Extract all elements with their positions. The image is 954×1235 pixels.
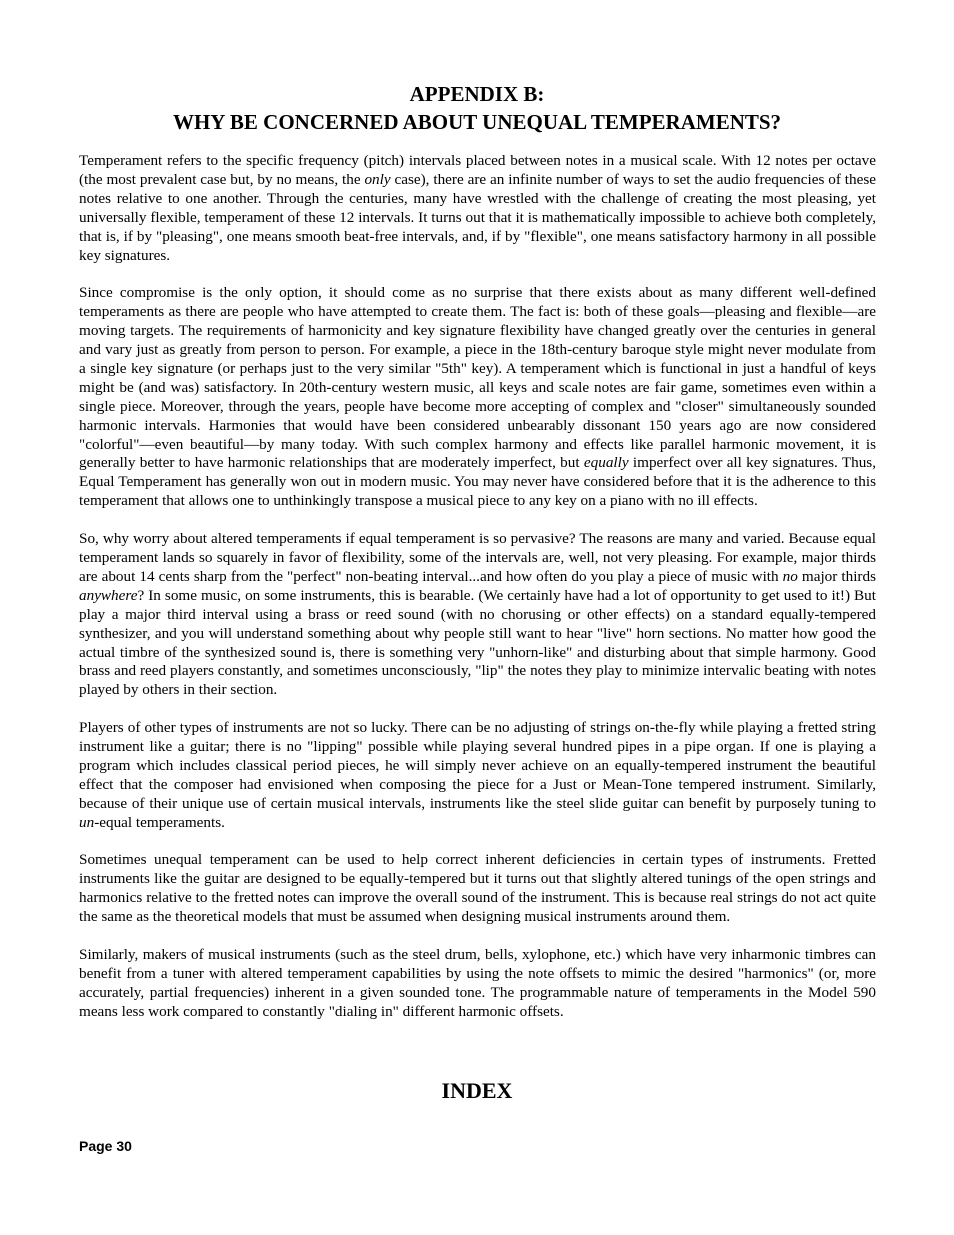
paragraph xyxy=(79,946,876,1022)
body-text xyxy=(79,152,876,1041)
paragraph xyxy=(79,152,876,265)
text-segment: ? In some music, on some instruments, this is bearable. (We certainly have had a lot of opportunity to get used to it!) But play a major third interval using a brass or reed sound (with no chorusing or other effects) on a standard equally-tempered synthesizer, and you will understand something about why people still want to hear "live" horn sections. No matter how good the actual timbre of the synthesized sound is, there is something very "unhorn-like" and disturbing about that simple harmony. Good brass and reed players constantly, and sometimes unconsciously, "lip" the notes they play to minimize intervalic beating with notes played by others in their section. xyxy=(79,586,876,699)
text-segment: Since compromise is the only option, it should come as no surprise that there exists about as many different well-defined temperaments as there are people who have attempted to create them. The fact is: both of these goals—pleasing and flexible—are moving targets. The requirements of harmonicity and key signature flexibility have changed greatly over the centuries in general and vary just as greatly from person to person. For example, a piece in the 18th-century baroque style might never modulate from a single key signature (or perhaps just to the very similar "5th" key). A temperament which is functional in just a handful of keys might be (and was) satisfactory. In 20th-century western music, all keys and scale notes are fair game, sometimes even within a single piece. Moreover, through the years, people have become more accepting of complex and "closer" simultaneously sounded harmonic intervals. Harmonies that would have been considered unbearably dissonant 150 years ago are now considered "colorful"—even beautiful—by many today. With such complex harmony and effects like parallel harmonic movement, it is generally better to have harmonic relationships that are moderately imperfect, but xyxy=(79,284,876,472)
emphasized-text: only xyxy=(364,170,391,188)
text-segment: major thirds xyxy=(797,567,876,585)
paragraph xyxy=(79,719,876,832)
text-segment: Similarly, makers of musical instruments (such as the steel drum, bells, xylophone, etc.) which have very inharmonic timbres can benefit from a tuner with altered temperament capabilities by using the note offsets to mimic the desired "harmonics" (or, more accurately, partial frequencies) inherent in a given sounded tone. The programmable nature of temperaments in the Model 590 means less work compared to constantly "dialing in" different harmonic offsets. xyxy=(79,945,876,1020)
paragraph xyxy=(79,851,876,927)
page-number: Page 30 xyxy=(79,1138,132,1154)
paragraph xyxy=(79,530,876,700)
paragraph xyxy=(79,284,876,511)
index-heading: INDEX xyxy=(441,1078,513,1103)
emphasized-text: un xyxy=(79,813,95,831)
emphasized-text: no xyxy=(782,567,798,585)
text-segment: Sometimes unequal temperament can be used to help correct inherent deficiencies in certain types of instruments. Fretted instruments like the guitar are designed to be equally-tempered but it turns out that slightly altered tunings of the open strings and harmonics relative to the fretted notes can improve the overall sound of the instrument. This is because real strings do not act quite the same as the theoretical models that must be assumed when designing musical instruments around them. xyxy=(79,851,876,926)
emphasized-text: anywhere xyxy=(79,586,138,604)
title-line-1: APPENDIX B: xyxy=(409,82,545,106)
text-segment: Players of other types of instruments are not so lucky. There can be no adjusting of strings on-the-fly while playing a fretted string instrument like a guitar; there is no "lipping" possible while playing several hundred pipes in a pipe organ. If one is playing a program which includes classical period pieces, he will simply never achieve on an equally-tempered instrument the beautiful effect that the composer had envisioned when composing the piece for a Just or Mean-Tone tempered instrument. Similarly, because of their unique use of certain musical intervals, instruments like the steel slide guitar can benefit by purposely tuning to xyxy=(79,719,876,812)
appendix-title xyxy=(0,80,954,136)
text-segment: -equal temperaments. xyxy=(94,813,225,831)
text-segment: Temperament refers to the specific frequency (pitch) intervals placed between notes in a musical scale. With 12 notes per octave (the most prevalent case but, by no means, the xyxy=(79,152,876,188)
title-line-2: WHY BE CONCERNED ABOUT UNEQUAL TEMPERAMENTS? xyxy=(172,110,782,134)
text-segment: case), there are an infinite number of ways to set the audio frequencies of these notes relative to one another. Through the centuries, many have wrestled with the challenge of creating the most pleasing, yet universally flexible, temperament of these 12 intervals. It turns out that it is mathematically impossible to achieve both completely, that is, if by "pleasing", one means smooth beat-free intervals, and, if by "flexible", one means satisfactory harmony in all possible key signatures. xyxy=(79,170,876,264)
text-segment: So, why worry about altered temperaments if equal temperament is so pervasive? The reasons are many and varied. Because equal temperament lands so squarely in favor of flexibility, some of the intervals are, well, not very pleasing. For example, major thirds are about 14 cents sharp from the "perfect" non-beating interval...and how often do you play a piece of music with xyxy=(79,530,876,585)
emphasized-text: equally xyxy=(583,454,629,472)
text-segment: imperfect over all key signatures. Thus, Equal Temperament has generally won out in modern music. You may never have considered before that it is the adherence to this temperament that allows one to unthinkingly transpose a musical piece to any key on a piano with no ill effects. xyxy=(79,454,876,510)
